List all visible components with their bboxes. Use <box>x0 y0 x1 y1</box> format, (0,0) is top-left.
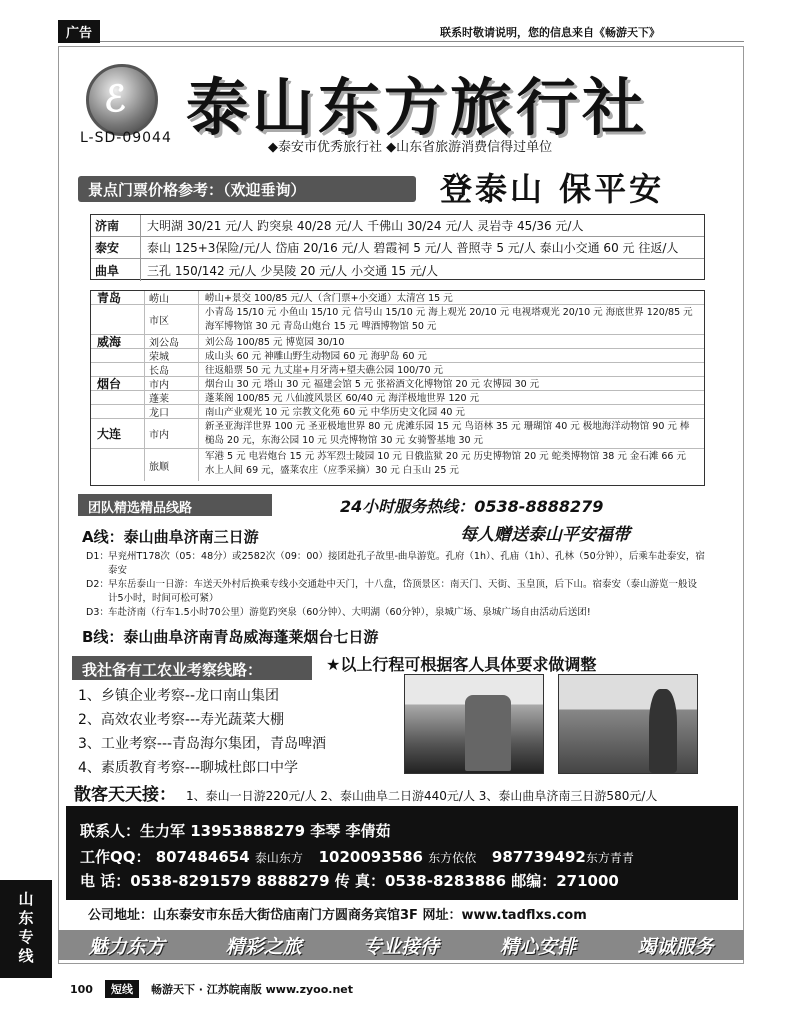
source-note: 联系时敬请说明，您的信息来自《畅游天下》 <box>440 26 660 39</box>
side-tab: 山东专线 <box>0 880 52 978</box>
route-b-title: B线：泰山曲阜济南青岛威海蓬莱烟台七日游 <box>82 628 379 646</box>
main-price-table <box>90 214 705 280</box>
list-item: D3： 车赴济南（行车1.5小时70公里）游览趵突泉（60分钟）、大明湖（60分钟），泉城广场、泉城广场自由活动后送团! <box>86 607 591 618</box>
table-row: 泰安 泰山 125+3保险/元/人 岱庙 20/16 元/人 碧霞祠 5 元/人 普照寺 5 元/人 泰山小交通 60 元 往返/人 <box>91 237 704 259</box>
table-row: 青岛 崂山 崂山+景交 100/85 元/人（含门票+小交通）太清宫 15 元 <box>91 291 704 305</box>
table-row: 曲阜 三孔 150/142 元/人 少昊陵 20 元/人 小交通 15 元/人 <box>91 259 704 281</box>
list-item: 3、工业考察---青岛海尔集团，青岛啤酒 <box>78 736 327 752</box>
slogan: 登泰山 保平安 <box>440 170 665 208</box>
motto: 竭诚服务 <box>637 935 714 958</box>
page-number: 100 <box>70 982 93 996</box>
footer <box>70 980 353 998</box>
table-row: 大连 市内 新圣亚海洋世界 100 元 圣亚极地世界 80 元 虎滩乐园 15 元 鸟语林 35 元 珊瑚馆 40 元 极地海洋动物馆 90 元 棒槌岛 20 元，东海公园 10 元 贝壳博物馆 30 元 女骑警基地 30 元 <box>91 419 704 449</box>
daily-tours: 散客天天接： 1、泰山一日游220元/人 2、泰山曲阜二日游440元/人 3、泰山曲阜济南三日游580元/人 <box>74 785 658 805</box>
hotline: 24小时服务热线：0538-8888279 <box>340 497 604 516</box>
publication: 畅游天下 · 江苏皖南版 www.zyoo.net <box>150 983 354 996</box>
route-a-title: A线：泰山曲阜济南三日游 <box>82 528 259 546</box>
mountain-inscription-photo <box>404 674 544 774</box>
contact-people: 联系人：生力军 13953888279 李琴 李倩茹 <box>80 822 391 840</box>
table-row: 烟台 市内 烟台山 30 元 塔山 30 元 福建会馆 5 元 张裕酒文化博物馆 20 元 农博园 30 元 <box>91 377 704 391</box>
table-row: 济南 大明湖 30/21 元/人 趵突泉 40/28 元/人 千佛山 30/24 元/人 灵岩寺 45/36 元/人 <box>91 215 704 237</box>
team-routes-heading: 团队精选精品线路 <box>78 494 272 516</box>
table-row: 龙口 南山产业观光 10 元 宗教文化苑 60 元 中华历史文化园 40 元 <box>91 405 704 419</box>
logo-mark: ℰ <box>104 78 126 120</box>
gift-note: 每人赠送泰山平安福带 <box>460 525 630 545</box>
mountain-peak-photo <box>558 674 698 774</box>
table-row: 长岛 往返船票 50 元 九丈崖+月牙湾+望夫礁公园 100/70 元 <box>91 363 704 377</box>
contact-box <box>66 806 738 900</box>
table-row: 威海 刘公岛 刘公岛 100/85 元 博览园 30/10 <box>91 335 704 349</box>
motto-banner <box>58 930 744 960</box>
table-row: 旅顺 军港 5 元 电岩炮台 15 元 苏军烈士陵园 10 元 日俄监狱 20 元 历史博物馆 20 元 蛇类博物馆 38 元 金石滩 66 元 水上人间 69 元，盛莱农庄（应季采摘）30 元 白玉山 25 元 <box>91 449 704 481</box>
table-row: 蓬莱 蓬莱阁 100/85 元 八仙渡风景区 60/40 元 海洋极地世界 120 元 <box>91 391 704 405</box>
ad-tag: 广告 <box>58 20 100 43</box>
agency-name: 泰山东方旅行社 <box>186 71 649 144</box>
agency-honors: ◆泰安市优秀旅行社 ◆山东省旅游消费信得过单位 <box>268 140 553 155</box>
survey-list <box>78 684 326 780</box>
contact-phones: 电 话：0538-8291579 8888279 传 真：0538-8283886 邮编：271000 <box>80 872 619 890</box>
coast-price-table <box>90 290 705 486</box>
company-address: 公司地址：山东泰安市东岳大街岱庙南门方圆商务宾馆3F 网址：www.tadflxs.com <box>88 908 587 923</box>
price-heading: 景点门票价格参考：（欢迎垂询） <box>78 176 416 202</box>
contact-qq: 工作QQ： 807484654 泰山东方 1020093586 东方依依 987739492东方青青 <box>80 848 634 866</box>
adjust-note: ★以上行程可根据客人具体要求做调整 <box>326 655 597 674</box>
survey-heading: 我社备有工农业考察线路： <box>72 656 312 680</box>
route-a-itinerary <box>86 550 706 620</box>
list-item: 2、高效农业考察---寿光蔬菜大棚 <box>78 712 285 728</box>
table-row: 市区 小青岛 15/10 元 小鱼山 15/10 元 信号山 15/10 元 海上观光 20/10 元 电视塔观光 20/10 元 海底世界 120/85 元 海军博物馆 30 元 青岛山炮台 15 元 啤酒博物馆 50 元 <box>91 305 704 335</box>
motto: 精心安排 <box>500 935 577 958</box>
list-item: 1、乡镇企业考察--龙口南山集团 <box>78 688 280 704</box>
list-item: 4、素质教育考察---聊城杜郎口中学 <box>78 760 299 776</box>
motto: 魅力东方 <box>88 935 165 958</box>
license-number: L-SD-09044 <box>80 130 172 146</box>
list-item: D2： 早东岳泰山一日游：车送天外村后换乘专线小交通赴中天门，十八盘，岱顶景区：南天门、天街、玉皇顶，后下山。宿泰安（泰山游览一般设计5小时，时间可松可紧） <box>86 579 698 604</box>
motto: 精彩之旅 <box>225 935 302 958</box>
list-item: D1： 早兖州T178次（05：48分）或2582次（09：00）接团赴孔子故里-曲阜游览。孔府（1h）、孔庙（1h）、孔林（50分钟），后乘车赴泰安，宿泰安 <box>86 551 705 576</box>
motto: 专业接待 <box>362 935 439 958</box>
table-row: 荣城 成山头 60 元 神雕山野生动物园 60 元 海驴岛 60 元 <box>91 349 704 363</box>
section-tag: 短线 <box>105 980 139 998</box>
